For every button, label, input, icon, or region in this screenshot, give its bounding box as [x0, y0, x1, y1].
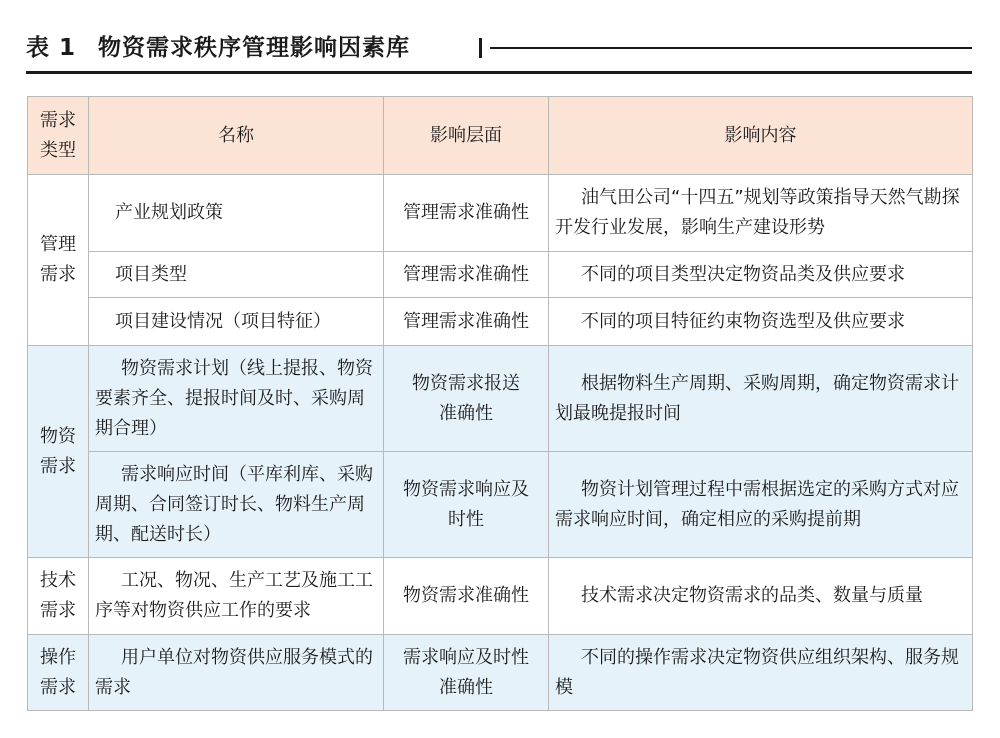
content-cell: 物资计划管理过程中需根据选定的采购方式对应需求响应时间，确定相应的采购提前期 [549, 452, 973, 558]
level-cell: 管理需求准确性 [384, 252, 549, 298]
type-cell-technical: 技术需求 [28, 558, 89, 635]
table-row [28, 252, 973, 298]
name-cell: 项目建设情况（项目特征） [89, 298, 384, 346]
level-cell: 物资需求报送准确性 [384, 346, 549, 452]
table-row [28, 558, 973, 635]
content-cell: 技术需求决定物资需求的品类、数量与质量 [549, 558, 973, 635]
level-cell: 管理需求准确性 [384, 175, 549, 252]
table-header-row [28, 97, 973, 175]
header-content: 影响内容 [549, 97, 973, 175]
level-cell: 物资需求准确性 [384, 558, 549, 635]
level-cell: 需求响应及时性准确性 [384, 635, 549, 711]
level-cell: 管理需求准确性 [384, 298, 549, 346]
level-cell: 物资需求响应及时性 [384, 452, 549, 558]
table-row [28, 298, 973, 346]
title-rule [490, 47, 972, 49]
table-title-bar [26, 30, 972, 66]
header-type: 需求类型 [28, 97, 89, 175]
table-number: 表 1 [26, 35, 77, 61]
content-cell: 不同的项目类型决定物资品类及供应要求 [549, 252, 973, 298]
table-row [28, 175, 973, 252]
content-cell: 油气田公司“十四五”规划等政策指导天然气勘探开发行业发展，影响生产建设形势 [549, 175, 973, 252]
name-cell: 产业规划政策 [89, 175, 384, 252]
name-cell: 需求响应时间（平库利库、采购周期、合同签订时长、物料生产周期、配送时长） [89, 452, 384, 558]
table-row [28, 346, 973, 452]
content-cell: 不同的操作需求决定物资供应组织架构、服务规模 [549, 635, 973, 711]
table-row [28, 635, 973, 711]
content-cell: 根据物料生产周期、采购周期，确定物资需求计划最晚提报时间 [549, 346, 973, 452]
name-cell: 工况、物况、生产工艺及施工工序等对物资供应工作的要求 [89, 558, 384, 635]
type-cell-management: 管理需求 [28, 175, 89, 346]
content-cell: 不同的项目特征约束物资选型及供应要求 [549, 298, 973, 346]
title-tick-mark [479, 38, 482, 58]
impact-factor-table [27, 96, 973, 711]
name-cell: 用户单位对物资供应服务模式的需求 [89, 635, 384, 711]
type-cell-operation: 操作需求 [28, 635, 89, 711]
table-title-text: 物资需求秩序管理影响因素库 [98, 35, 411, 61]
table-title [26, 30, 410, 66]
type-cell-material: 物资需求 [28, 346, 89, 558]
header-level: 影响层面 [384, 97, 549, 175]
name-cell: 项目类型 [89, 252, 384, 298]
table-row [28, 452, 973, 558]
header-name: 名称 [89, 97, 384, 175]
name-cell: 物资需求计划（线上提报、物资要素齐全、提报时间及时、采购周期合理） [89, 346, 384, 452]
header-thick-rule [26, 71, 972, 74]
